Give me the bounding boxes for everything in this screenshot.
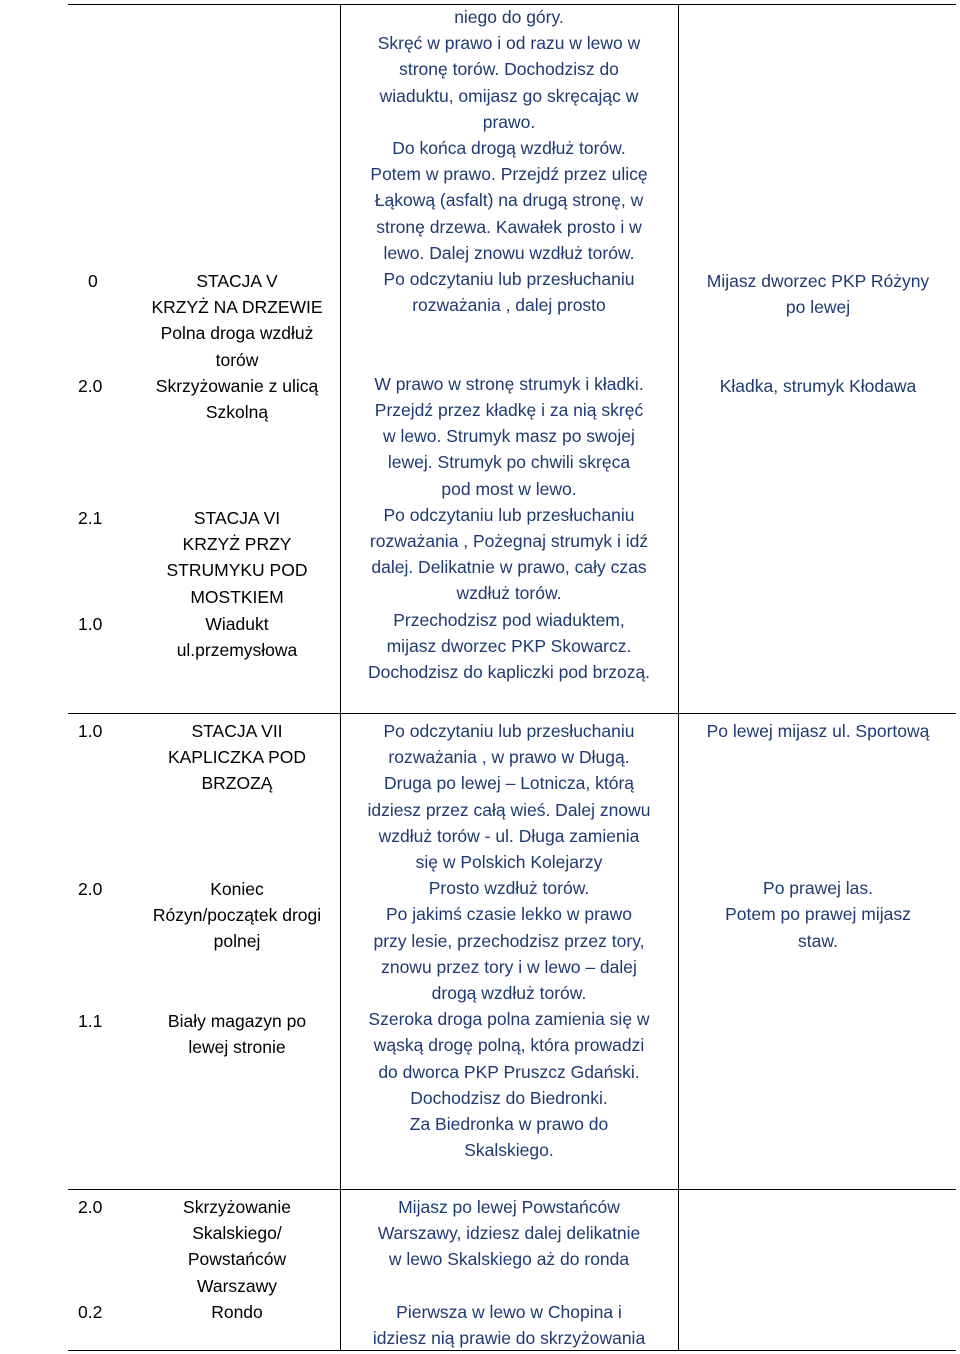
direction-line: Po odczytaniu lub przesłuchaniu bbox=[383, 721, 635, 741]
direction-line: wiaduktu, omijasz go skręcając w bbox=[379, 85, 639, 106]
waypoint-name-line: Powstańców bbox=[187, 1249, 287, 1270]
landmark-line-blank bbox=[682, 823, 954, 849]
direction-line: Szeroka droga polna zamienia się w bbox=[368, 1009, 650, 1030]
landmarks-cell bbox=[682, 718, 954, 954]
waypoint-distance: 2.0 bbox=[78, 879, 103, 899]
direction-line: rozważania , w prawo w Długą. bbox=[388, 747, 630, 768]
direction-line: Skręć w prawo i od razu w lewo w bbox=[377, 33, 641, 54]
direction-line: stronę drzewa. Kawałek prosto i w bbox=[376, 216, 642, 237]
direction-line: Warszawy, idziesz dalej delikatnie bbox=[377, 1223, 641, 1244]
direction-line: Przechodzisz pod wiaduktem, bbox=[393, 609, 625, 630]
waypoint-name bbox=[138, 505, 336, 610]
row-divider-2 bbox=[68, 1189, 956, 1190]
direction-line: idziesz nią prawie do skrzyżowania bbox=[372, 1328, 646, 1349]
waypoint-name bbox=[138, 876, 336, 955]
waypoint-name-line: BRZOZĄ bbox=[201, 773, 273, 794]
waypoint-name-line: Szkolną bbox=[205, 402, 269, 423]
waypoint-name bbox=[138, 611, 336, 663]
directions-cell bbox=[344, 1194, 674, 1351]
waypoint-distance: 0 bbox=[88, 271, 98, 291]
direction-line: Dochodzisz do Biedronki. bbox=[410, 1087, 608, 1108]
waypoint-name-line: Rondo bbox=[211, 1302, 263, 1322]
waypoint-name bbox=[138, 1299, 336, 1325]
waypoint-name-line: STACJA VI bbox=[193, 508, 281, 528]
waypoint-name-line: polnej bbox=[213, 931, 261, 952]
waypoint-name-line: Skrzyżowanie bbox=[183, 1197, 291, 1217]
waypoint-name-line: Wiadukt bbox=[205, 614, 269, 634]
landmark-line: Po lewej mijasz ul. Sportową bbox=[706, 721, 930, 741]
landmark-line-blank bbox=[682, 744, 954, 770]
directions-cell bbox=[344, 4, 674, 685]
direction-line: w lewo Skalskiego aż do ronda bbox=[388, 1249, 630, 1270]
landmark-line: Kładka, strumyk Kłodawa bbox=[719, 375, 917, 396]
waypoint-name-line: KAPLICZKA POD bbox=[167, 747, 307, 768]
waypoint-name bbox=[138, 373, 336, 425]
waypoint-name-line: Skalskiego/ bbox=[192, 1223, 282, 1244]
landmark-line-blank bbox=[682, 347, 954, 373]
landmark-line: Po prawej las. bbox=[763, 878, 873, 899]
direction-line: rozważania , dalej prosto bbox=[412, 295, 606, 316]
direction-line: przy lesie, przechodzisz przez tory, bbox=[373, 930, 645, 951]
waypoint-distance: 2.0 bbox=[78, 376, 103, 396]
waypoint-name-line: torów bbox=[215, 349, 259, 370]
landmark-line-blank bbox=[682, 770, 954, 796]
waypoint-name-line: STRUMYKU POD bbox=[166, 560, 308, 581]
direction-line: Potem w prawo. Przejdź przez ulicę bbox=[370, 164, 648, 185]
direction-line: się w Polskich Kolejarzy bbox=[415, 852, 603, 873]
waypoint-distance: 0.2 bbox=[78, 1302, 103, 1322]
direction-line: Po odczytaniu lub przesłuchaniu bbox=[383, 269, 635, 290]
direction-line: Przejdź przez kładkę i za nią skręć bbox=[374, 400, 644, 421]
direction-line: do dworca PKP Pruszcz Gdański. bbox=[378, 1061, 640, 1082]
waypoint-name bbox=[138, 268, 336, 373]
direction-line: Łąkową (asfalt) na drugą stronę, w bbox=[374, 190, 644, 211]
waypoint-name-line: ul.przemysłowa bbox=[176, 640, 298, 661]
landmark-line-blank bbox=[682, 849, 954, 875]
direction-line: prawo. bbox=[482, 111, 536, 132]
waypoint-name-line: lewej stronie bbox=[188, 1037, 286, 1058]
waypoint-name-line: Biały magazyn po bbox=[167, 1011, 307, 1031]
direction-line: W prawo w stronę strumyk i kładki. bbox=[374, 373, 644, 394]
direction-line: mijasz dworzec PKP Skowarcz. bbox=[386, 635, 632, 656]
waypoint-distance: 2.0 bbox=[78, 1197, 103, 1217]
direction-line: Druga po lewej – Lotnicza, którą bbox=[384, 773, 634, 794]
direction-line: wąską drogę polną, która prowadzi bbox=[373, 1035, 645, 1056]
direction-line: lewej. Strumyk po chwili skręca bbox=[387, 452, 631, 473]
direction-line: Za Biedronka w prawo do bbox=[409, 1114, 609, 1135]
landmarks-cell bbox=[682, 268, 954, 399]
waypoint-name-line: Polna droga wzdłuż bbox=[160, 323, 314, 344]
direction-line: drogą wzdłuż torów. bbox=[431, 983, 587, 1004]
waypoint-name-line: MOSTKIEM bbox=[190, 586, 284, 607]
direction-line: lewo. Dalej znowu wzdłuż torów. bbox=[383, 242, 635, 263]
direction-line: Po odczytaniu lub przesłuchaniu bbox=[383, 504, 635, 525]
waypoint-distance: 1.0 bbox=[78, 614, 103, 634]
direction-line: Po jakimś czasie lekko w prawo bbox=[385, 904, 633, 925]
waypoint-name-line: KRZYŻ NA DRZEWIE bbox=[151, 297, 323, 318]
waypoint-name-line: STACJA VII bbox=[191, 721, 283, 741]
landmark-line-blank bbox=[682, 320, 954, 346]
column-divider-2 bbox=[678, 4, 679, 1351]
direction-line: niego do góry. bbox=[454, 7, 564, 27]
row-divider-1 bbox=[68, 713, 956, 714]
landmark-line: staw. bbox=[798, 930, 838, 951]
column-divider-1 bbox=[340, 4, 341, 1351]
direction-line: Mijasz po lewej Powstańców bbox=[398, 1197, 620, 1217]
direction-line: w lewo. Strumyk masz po swojej bbox=[383, 426, 635, 447]
direction-line: Do końca drogą wzdłuż torów. bbox=[392, 138, 626, 159]
waypoint-distance: 1.1 bbox=[78, 1011, 103, 1031]
direction-line: Prosto wzdłuż torów. bbox=[428, 878, 590, 899]
waypoint-name-line: KRZYŻ PRZY bbox=[182, 534, 292, 555]
waypoint-name bbox=[138, 718, 336, 797]
directions-cell bbox=[344, 718, 674, 1163]
direction-line: stronę torów. Dochodzisz do bbox=[399, 59, 619, 80]
waypoint-distance: 2.1 bbox=[78, 508, 103, 528]
direction-line: Dochodzisz do kapliczki pod brzozą. bbox=[367, 662, 651, 683]
waypoint-name bbox=[138, 1194, 336, 1299]
waypoint-name-line: Koniec bbox=[210, 879, 264, 899]
direction-line-blank bbox=[344, 345, 674, 371]
direction-line: rozważania , Pożegnaj strumyk i idź bbox=[369, 531, 649, 552]
waypoint-name-line: Skrzyżowanie z ulicą bbox=[155, 376, 319, 396]
direction-line: wzdłuż torów. bbox=[456, 583, 562, 604]
direction-line-blank bbox=[344, 1273, 674, 1299]
waypoint-name bbox=[138, 1008, 336, 1060]
direction-line: Skalskiego. bbox=[464, 1140, 554, 1161]
direction-line: znowu przez tory i w lewo – dalej bbox=[381, 956, 637, 977]
landmark-line: po lewej bbox=[785, 297, 851, 318]
landmark-line: Mijasz dworzec PKP Różyny bbox=[706, 271, 930, 291]
landmark-line-blank bbox=[682, 797, 954, 823]
waypoint-distance: 1.0 bbox=[78, 721, 103, 741]
landmark-line: Potem po prawej mijasz bbox=[725, 904, 911, 925]
direction-line: dalej. Delikatnie w prawo, cały czas bbox=[371, 557, 647, 578]
direction-line: wzdłuż torów - ul. Długa zamienia bbox=[378, 825, 640, 846]
direction-line: pod most w lewo. bbox=[441, 478, 577, 499]
waypoint-name-line: STACJA V bbox=[196, 271, 278, 291]
direction-line: Pierwsza w lewo w Chopina i bbox=[396, 1301, 622, 1322]
waypoint-name-line: Rózyn/początek drogi bbox=[152, 905, 322, 926]
direction-line-blank bbox=[344, 318, 674, 344]
waypoint-name-line: Warszawy bbox=[196, 1275, 278, 1296]
direction-line: idziesz przez całą wieś. Dalej znowu bbox=[367, 799, 651, 820]
